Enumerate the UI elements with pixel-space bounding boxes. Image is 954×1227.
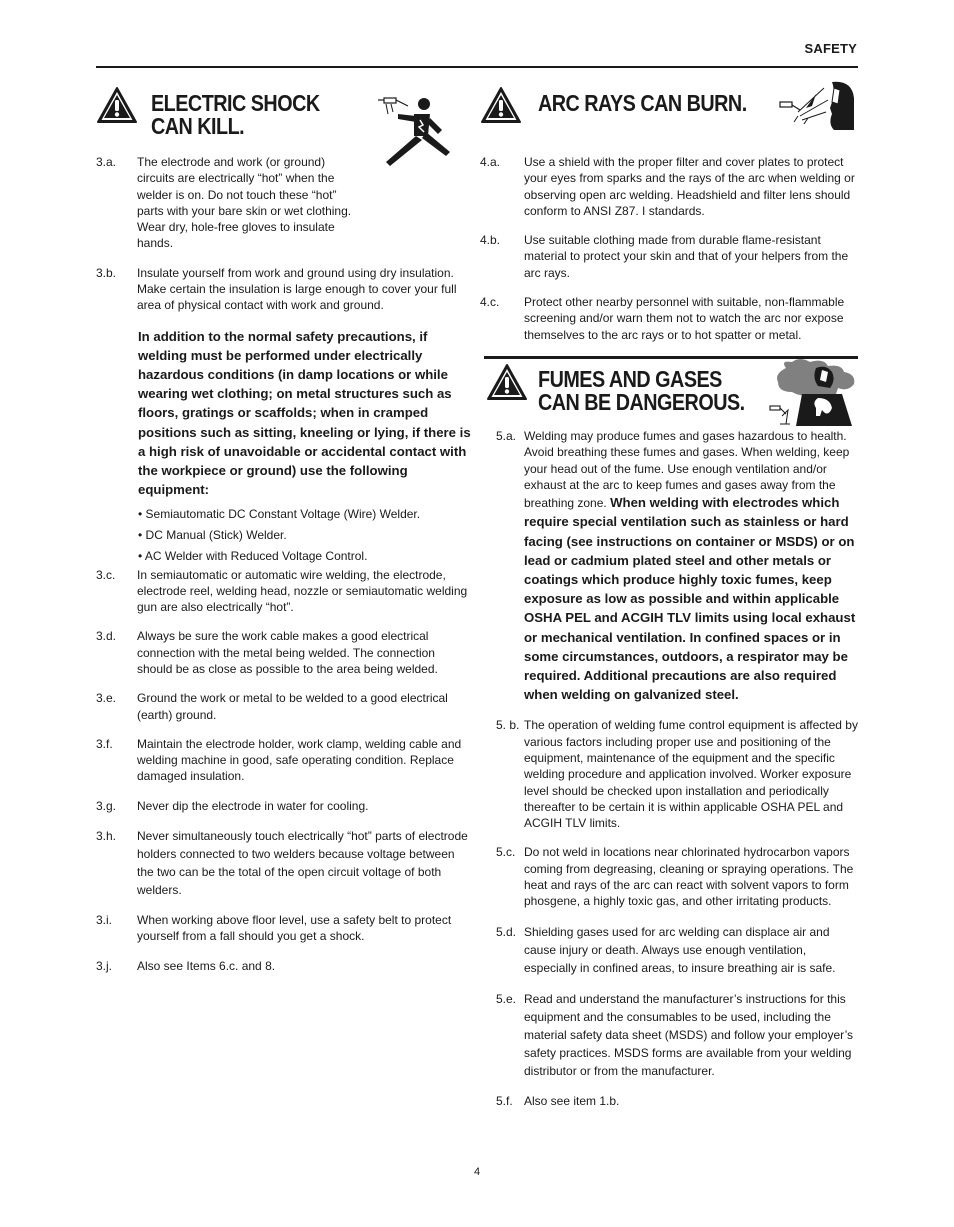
item-text: Never simultaneously touch electrically “hot” parts of electrode holders connected to two welders because voltage between the two can be the total of the open circuit voltage of both welders.	[137, 829, 468, 898]
item-number: 5.a.	[496, 428, 517, 443]
item-number: 3.j.	[96, 958, 113, 973]
item-number: 3.f.	[96, 736, 113, 751]
electric-shock-title-line2: CAN KILL.	[151, 113, 245, 139]
list-item-5a	[480, 428, 858, 704]
bullet-item: • Semiautomatic DC Constant Voltage (Wire) Welder.	[138, 506, 421, 521]
header-rule	[96, 66, 858, 68]
item-number: 5.f.	[496, 1093, 513, 1108]
item-5a-text: Welding may produce fumes and gases hazardous to health. Avoid breathing these fumes and gases. When welding, keep your head out of the fume. Use enough ventilation and/or exhaust at the arc to keep fumes and gases away from the breathing zone.	[524, 428, 850, 511]
item-text: Insulate yourself from work and ground using dry insulation. Make certain the insulation is large enough to cover your full area of physical contact with work and ground.	[137, 265, 457, 313]
fumes-title-line2: CAN BE DANGEROUS.	[538, 388, 745, 415]
item-text: Use a shield with the proper filter and cover plates to protect your eyes from sparks and the rays of the arc when welding or observing open arc welding. Headshield and filter lens should conform to ANSI Z87. I standards.	[524, 155, 855, 218]
item-number: 5.c.	[496, 845, 516, 860]
item-number: 3.b.	[96, 265, 117, 280]
welding-arc-helmet-icon	[776, 78, 858, 134]
item-number: 3.g.	[96, 798, 117, 813]
fumes-header	[480, 356, 858, 436]
item-number: 3.i.	[96, 913, 113, 928]
list-item-3i	[96, 912, 472, 945]
item-text: When working above floor level, use a safety belt to protect yourself from a fall should you get a shock.	[137, 913, 452, 944]
item-text: Never dip the electrode in water for cooling.	[137, 798, 369, 813]
item-text: Do not weld in locations near chlorinated hydrocarbon vapors coming from degreasing, cleaning or spraying operations. The heat and rays of the arc can react with solvent vapors to form phosgene, a highly toxic gas, and other irritating products.	[524, 845, 854, 909]
warning-triangle-icon	[480, 86, 522, 124]
list-item-5f	[480, 1093, 858, 1109]
electric-shock-person-icon	[378, 92, 458, 174]
left-column	[96, 76, 472, 987]
item-text: Read and understand the manufacturer’s instructions for this equipment and the consumables to be used, including the material safety data sheet (MSDS) and follow your employer’s safety practices. MSDS forms are available from your welding distributor or from the manufacturer.	[524, 991, 854, 1078]
item-number: 5.e.	[496, 991, 517, 1006]
bullet-item: • DC Manual (Stick) Welder.	[138, 527, 287, 542]
item-number: 3.c.	[96, 567, 116, 582]
list-item-3d	[96, 628, 472, 677]
list-item-4b	[480, 232, 858, 281]
item-text: Protect other nearby personnel with suitable, non-flammable screening and/or warn them not to watch the arc nor expose themselves to the arc rays or to hot spatter or metal.	[524, 295, 845, 342]
fumes-title-line1: FUMES AND GASES	[538, 365, 722, 392]
right-column	[480, 76, 858, 1122]
warning-triangle-icon	[96, 86, 138, 124]
item-number: 3.h.	[96, 829, 117, 844]
bullet-item: • AC Welder with Reduced Voltage Control.	[138, 548, 368, 563]
item-number: 5.d.	[496, 924, 517, 939]
list-item-4a	[480, 154, 858, 219]
item-text: The operation of welding fume control equipment is affected by various factors including proper use and positioning of the equipment, maintenance of the equipment and the specific welding procedure and application involved. Worker exposure level should be checked upon installation and periodically thereafter to be certain it is within applicable OSHA PEL and ACGIH TLV limits.	[524, 718, 858, 831]
item-text: Also see Items 6.c. and 8.	[137, 958, 276, 973]
list-item-3g	[96, 798, 472, 814]
item-text	[524, 428, 858, 704]
list-item-3j	[96, 958, 472, 974]
arc-rays-title: ARC RAYS CAN BURN.	[538, 90, 747, 116]
item-number: 3.e.	[96, 691, 117, 706]
list-item-5b	[480, 717, 858, 831]
list-item-4c	[480, 294, 858, 343]
warning-triangle-icon	[486, 363, 528, 401]
fumes-welder-icon	[766, 358, 858, 430]
list-item-3b	[96, 265, 472, 314]
list-item-3h	[96, 827, 472, 899]
item-text: Ground the work or metal to be welded to a good electrical (earth) ground.	[137, 691, 448, 722]
page-number: 4	[473, 1166, 481, 1178]
list-item-3f	[96, 736, 472, 785]
item-text: The electrode and work (or ground) circuits are electrically “hot” when the welder is on. Do not touch these “hot” parts with your bare skin or wet clothing. Wear dry, hole-free gloves to insulate hands.	[137, 155, 352, 251]
item-number: 4.b.	[480, 233, 501, 248]
item-text: Shielding gases used for arc welding can displace air and cause injury or death. Always use enough ventilation, especially in confined areas, to insure breathing air is safe.	[524, 924, 836, 975]
list-item-3c	[96, 567, 472, 616]
hazardous-conditions-paragraph: In addition to the normal safety precautions, if welding must be performed under electrically hazardous conditions (in damp locations or while wearing wet clothing; on metal structures such as floors, gratings or scaffolds; when in cramped positions such as sitting, kneeling or lying, if there is a high risk of unavoidable or accidental contact with the workpiece or ground) use the following equipment:	[138, 328, 471, 498]
electric-shock-title-line1: ELECTRIC SHOCK	[151, 90, 320, 116]
item-text: Use suitable clothing made from durable flame-resistant material to protect your skin and that of your helpers from the arc rays.	[524, 233, 849, 280]
list-item-5e	[480, 990, 858, 1080]
item-text: Also see item 1.b.	[524, 1093, 620, 1108]
item-number: 3.a.	[96, 155, 117, 169]
item-number: 3.d.	[96, 629, 117, 644]
section-label: SAFETY	[804, 41, 857, 56]
list-item-5d	[480, 923, 858, 977]
item-text: Always be sure the work cable makes a good electrical connection with the metal being welded. The connection should be as close as possible to the area being welded.	[137, 629, 438, 676]
list-item-3e	[96, 690, 472, 723]
item-number: 5. b.	[496, 718, 520, 733]
electric-shock-header	[96, 76, 472, 148]
list-item-5c	[480, 844, 858, 909]
item-number: 4.c.	[480, 295, 500, 310]
item-text: In semiautomatic or automatic wire welding, the electrode, electrode reel, welding head, nozzle or semiautomatic welding gun are also electrically “hot”.	[137, 567, 468, 615]
item-number: 4.a.	[480, 155, 501, 169]
item-text: Maintain the electrode holder, work clamp, welding cable and welding machine in good, safe operating condition. Replace damaged insulation.	[137, 736, 462, 784]
item-5a-bold-text: When welding with electrodes which require special ventilation such as stainless or hard facing (see instructions on container or MSDS) or on lead or cadmium plated steel and other metals or coatings which produce highly toxic fumes, keep exposure as low as possible and within applicable OSHA PEL and ACGIH TLV limits using local exhaust or mechanical ventilation. In confined spaces or in some circumstances, outdoors, a respirator may be required. Additional precautions are also required when welding on galvanized steel.	[524, 495, 856, 703]
arc-rays-header	[480, 76, 858, 148]
